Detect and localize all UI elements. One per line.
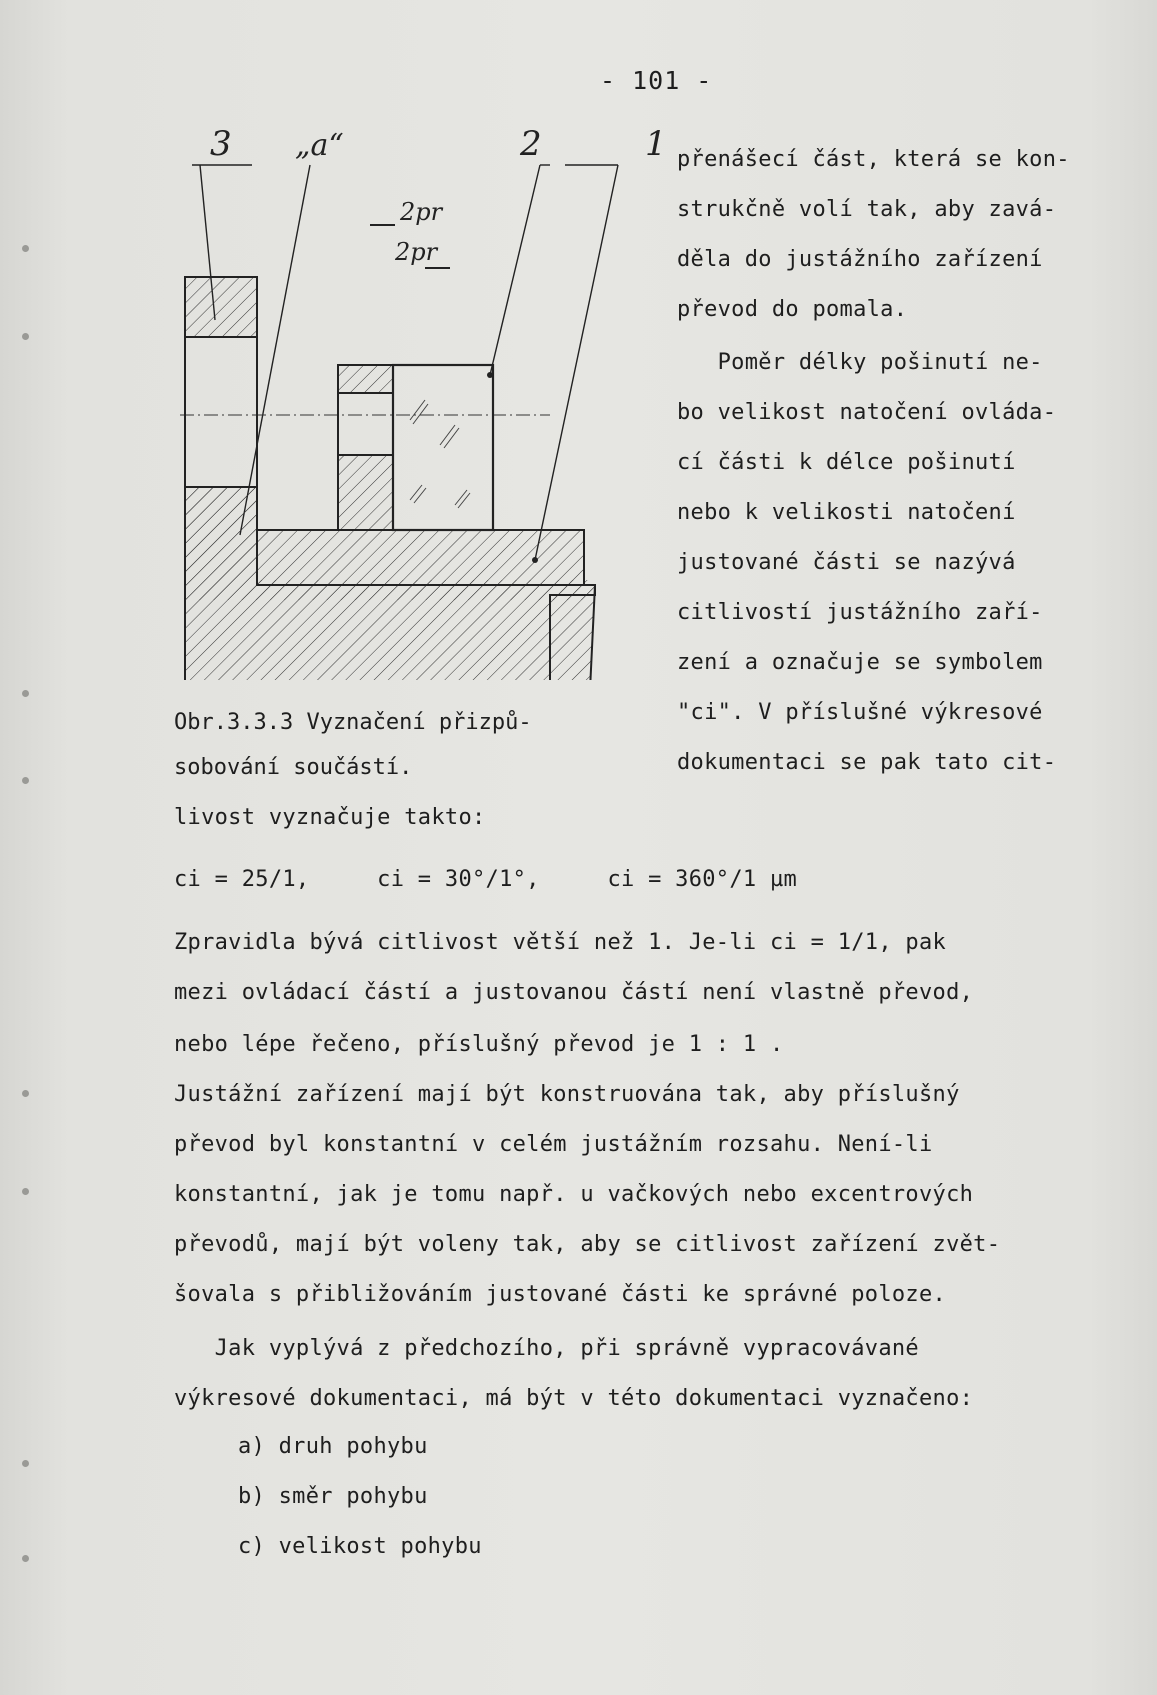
- text-line: dokumentaci se pak tato cit-: [677, 750, 1057, 775]
- text-line: výkresové dokumentaci, má být v této dokumentaci vyznačeno:: [174, 1386, 974, 1411]
- list-item: c) velikost pohybu: [238, 1534, 482, 1559]
- text-line: strukčně volí tak, aby zavá-: [677, 197, 1057, 222]
- text-line: konstantní, jak je tomu např. u vačkových nebo excentrových: [174, 1182, 974, 1207]
- binder-hole: [22, 690, 29, 697]
- caption-line: sobování součástí.: [174, 755, 413, 780]
- label-part3: 3: [210, 124, 232, 164]
- label-a: „a“: [295, 128, 344, 163]
- text-line: justované části se nazývá: [677, 550, 1016, 575]
- list-item: b) směr pohybu: [238, 1484, 428, 1509]
- caption-line: Obr.3.3.3 Vyznačení přizpů-: [174, 710, 532, 735]
- list-item: a) druh pohybu: [238, 1434, 428, 1459]
- label-part1: 1: [645, 124, 667, 164]
- binder-hole: [22, 245, 29, 252]
- text-line: převod byl konstantní v celém justážním rozsahu. Není-li: [174, 1132, 933, 1157]
- text-line: šovala s přibližováním justované části ke správné poloze.: [174, 1282, 947, 1307]
- note-bottom: 2pr: [395, 238, 438, 266]
- text-line: přenášecí část, která se kon-: [677, 147, 1070, 172]
- text-line: děla do justážního zařízení: [677, 247, 1043, 272]
- binder-hole: [22, 1555, 29, 1562]
- text-line: cí části k délce pošinutí: [677, 450, 1016, 475]
- text-line: nebo k velikosti natočení: [677, 500, 1016, 525]
- text-line: zení a označuje se symbolem: [677, 650, 1043, 675]
- text-line: Poměr délky pošinutí ne-: [677, 350, 1043, 375]
- figure-caption: [174, 700, 532, 790]
- text-line: převodů, mají být voleny tak, aby se citlivost zařízení zvět-: [174, 1232, 1001, 1257]
- text-line: Zpravidla bývá citlivost větší než 1. Je-li ci = 1/1, pak: [174, 930, 947, 955]
- text-line: převod do pomala.: [677, 297, 908, 322]
- text-line: citlivostí justážního zaří-: [677, 600, 1043, 625]
- text-line: "ci". V příslušné výkresové: [677, 700, 1043, 725]
- page-number: - 101 -: [600, 66, 713, 95]
- note-top: 2pr: [400, 198, 443, 226]
- binder-hole: [22, 1188, 29, 1195]
- binder-hole: [22, 1090, 29, 1097]
- formula-line: ci = 25/1, ci = 30°/1°, ci = 360°/1 µm: [174, 867, 798, 892]
- binder-hole: [22, 777, 29, 784]
- text-line: Justážní zařízení mají být konstruována tak, aby příslušný: [174, 1082, 960, 1107]
- label-part2: 2: [520, 124, 542, 164]
- binder-hole: [22, 1460, 29, 1467]
- binder-hole: [22, 333, 29, 340]
- text-line: bo velikost natočení ovláda-: [677, 400, 1057, 425]
- text-line: livost vyznačuje takto:: [174, 805, 486, 830]
- text-line: mezi ovládací částí a justovanou částí není vlastně převod,: [174, 980, 974, 1005]
- text-line: Jak vyplývá z předchozího, při správně vypracovávané: [174, 1336, 919, 1361]
- text-line: nebo lépe řečeno, příslušný převod je 1 : 1 .: [174, 1032, 784, 1057]
